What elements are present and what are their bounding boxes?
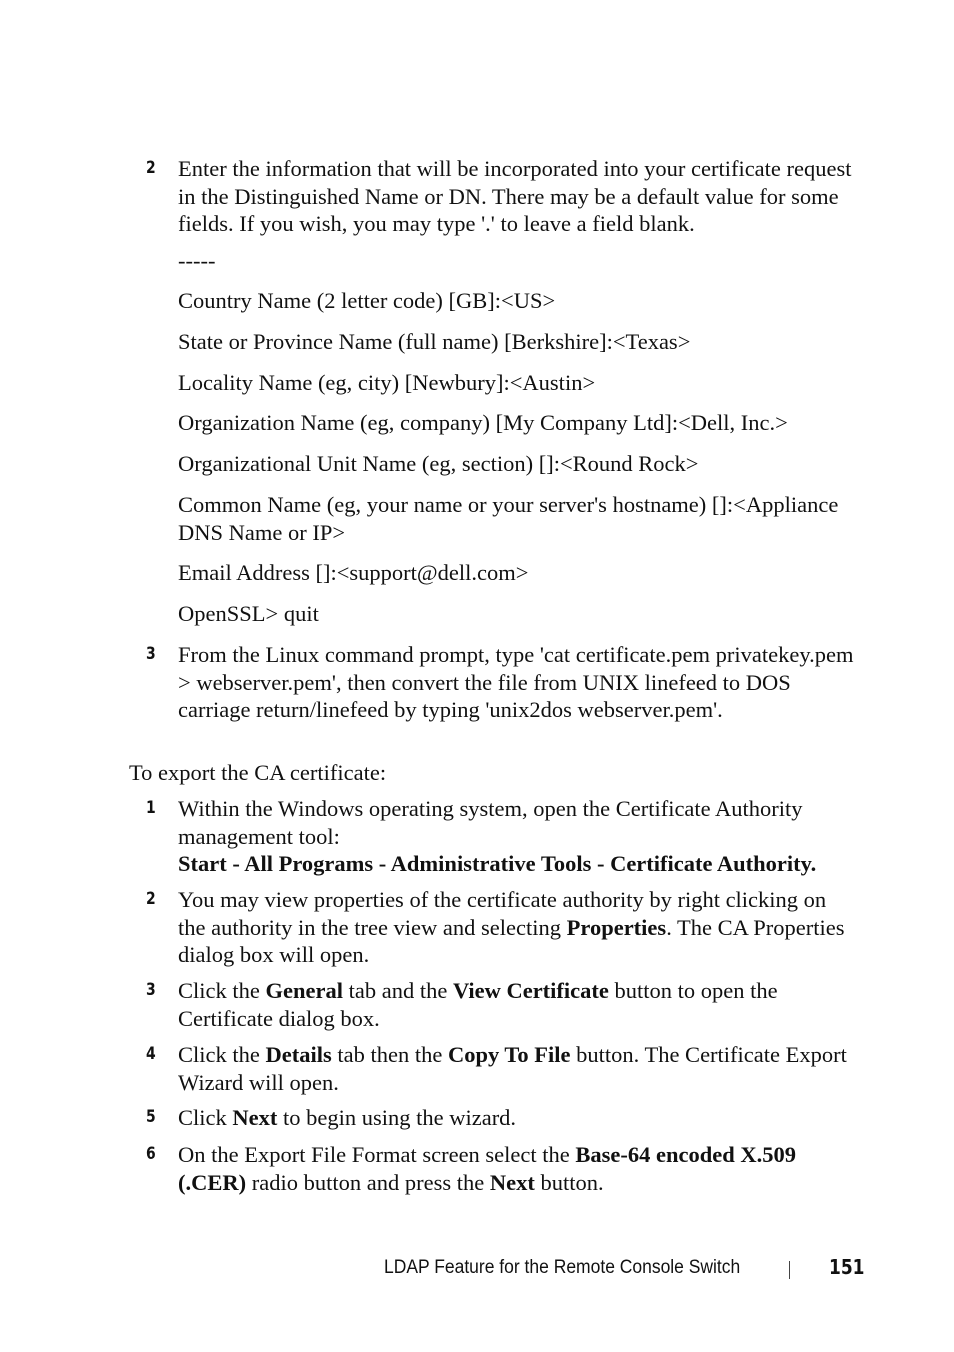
footer-title: LDAP Feature for the Remote Console Switch xyxy=(384,1257,741,1278)
ui-term: Next xyxy=(232,1105,278,1130)
step-body: radio button and press the xyxy=(246,1169,490,1195)
step-text: From the Linux command prompt, type 'cat certificate.pem privatekey.pem > webserver.pem', then convert the file from UNIX linefeed to DOS carriage return/linefeed by typing 'unix2dos webserver.pem'. xyxy=(178,642,854,722)
step-body: Click xyxy=(178,1105,233,1130)
step-body: button. xyxy=(534,1169,604,1195)
dn-line: Organization Name (eg, company) [My Company Ltd]:<Dell, Inc.> xyxy=(178,410,788,435)
ui-term: Properties xyxy=(566,914,667,940)
footer-divider xyxy=(789,1261,790,1279)
step-text xyxy=(178,795,858,878)
dn-line: Email Address []:<support@dell.com> xyxy=(178,560,529,585)
dn-line: Common Name (eg, your name or your server's hostname) []:<Appliance DNS Name or IP> xyxy=(178,492,839,545)
step-number: 6 xyxy=(146,1144,156,1164)
menu-path: Start - All Programs - Administrative Tools - Certificate Authority. xyxy=(178,851,817,876)
step-body: . The CA Properties dialog box will open. xyxy=(178,914,845,967)
step-text xyxy=(178,886,858,969)
step-text xyxy=(178,977,858,1032)
dn-separator: ----- xyxy=(178,248,216,273)
step-number: 5 xyxy=(146,1107,156,1127)
ui-term: Details xyxy=(265,1042,332,1067)
step-text xyxy=(178,1104,858,1132)
dn-line: Country Name (2 letter code) [GB]:<US> xyxy=(178,288,556,313)
section-intro: To export the CA certificate: xyxy=(129,760,387,785)
dn-line: Organizational Unit Name (eg, section) []:<Round Rock> xyxy=(178,451,699,476)
dn-line: State or Province Name (full name) [Berkshire]:<Texas> xyxy=(178,329,691,354)
step-body: Click the xyxy=(178,1042,266,1067)
ui-term: General xyxy=(265,978,343,1003)
step-body: Click the xyxy=(178,978,266,1003)
step-body: tab and the xyxy=(342,978,453,1003)
step-body: to begin using the wizard. xyxy=(277,1105,517,1130)
step-number: 3 xyxy=(146,980,156,1000)
step-number: 2 xyxy=(146,889,156,909)
step-body: Within the Windows operating system, open the Certificate Authority management tool: xyxy=(178,796,803,849)
step-body: You may view properties of the certificate authority by right clicking on the authority in the tree view and selecting xyxy=(178,887,827,940)
ui-term: Base-64 encoded X.509 (.CER) xyxy=(178,1142,797,1195)
step-text: Enter the information that will be incorporated into your certificate request in the Distinguished Name or DN. There may be a default value for some fields. If you wish, you may type '.' to leave a field blank. xyxy=(178,156,852,236)
step-number: 4 xyxy=(146,1044,156,1064)
ui-term: View Certificate xyxy=(452,978,609,1003)
step-body: button. The Certificate Export Wizard will open. xyxy=(178,1042,847,1095)
step-body: On the Export File Format screen select the xyxy=(178,1142,576,1167)
page-number: 151 xyxy=(829,1255,865,1279)
step-number: 1 xyxy=(146,798,156,818)
step-number: 2 xyxy=(146,158,156,178)
step-body: tab then the xyxy=(331,1042,448,1067)
dn-line: Locality Name (eg, city) [Newbury]:<Austin> xyxy=(178,370,596,395)
step-text xyxy=(178,1141,858,1196)
step-body: button to open the Certificate dialog box. xyxy=(178,978,778,1031)
step-text xyxy=(178,1041,858,1096)
step-number: 3 xyxy=(146,644,156,664)
ui-term: Copy To File xyxy=(447,1042,571,1067)
dn-line: OpenSSL> quit xyxy=(178,601,319,626)
ui-term: Next xyxy=(489,1169,535,1195)
